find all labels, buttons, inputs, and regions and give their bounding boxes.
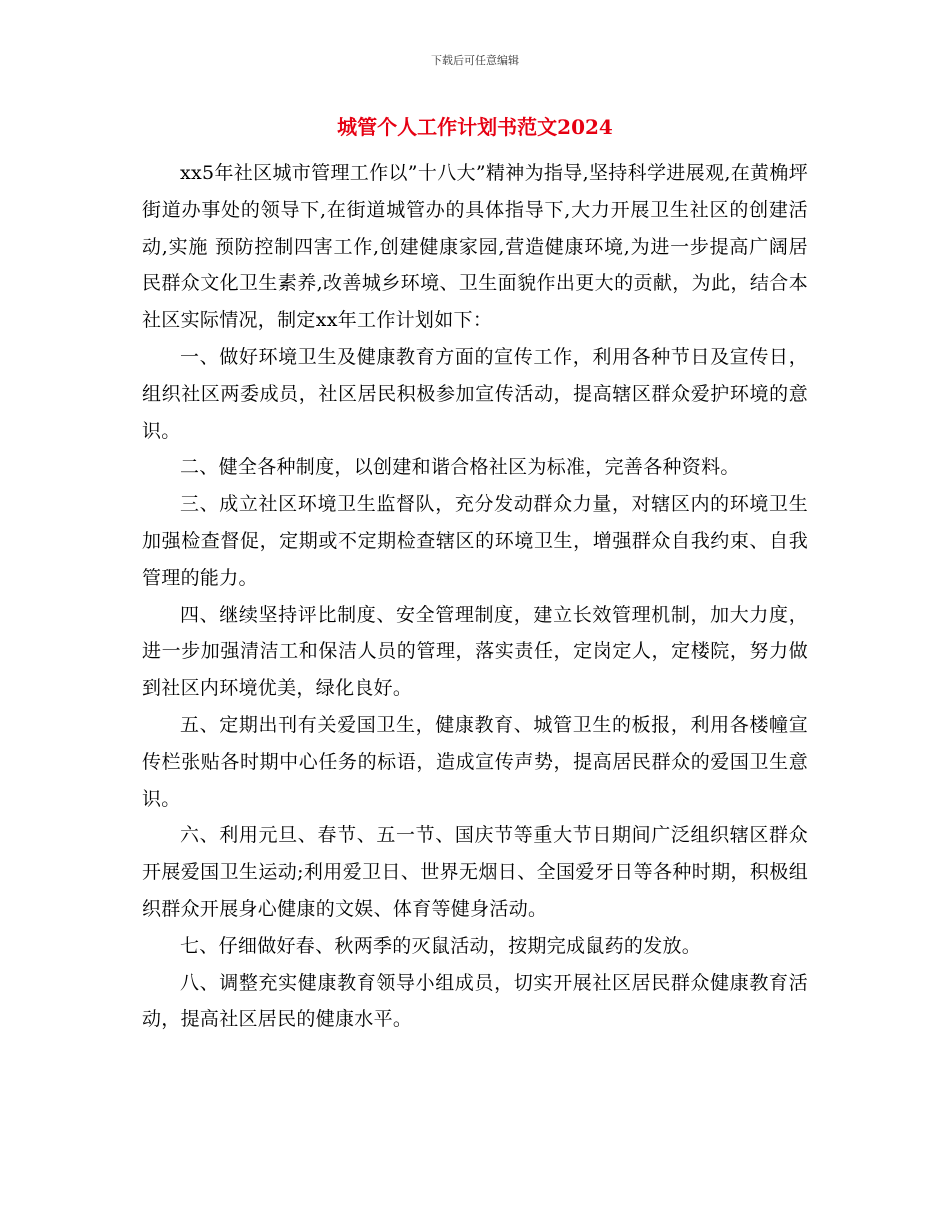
paragraph-item-3: 三、成立社区环境卫生监督队，充分发动群众力量，对辖区内的环境卫生加强检查督促，定期或不定期检查辖区的环境卫生，增强群众自我约束、自我管理的能力。 — [142, 493, 808, 589]
paragraph-item-5: 五、定期出刊有关爱国卫生，健康教育、城管卫生的板报，利用各楼幢宣传栏张贴各时期中心任务的标语，造成宣传声势，提高居民群众的爱国卫生意识。 — [142, 713, 808, 810]
paragraph-item-7: 七、仔细做好春、秋两季的灭鼠活动，按期完成鼠药的发放。 — [180, 934, 702, 957]
paragraph-item-6: 六、利用元旦、春节、五一节、国庆节等重大节日期间广泛组织辖区群众开展爱国卫生运动;利用爱卫日、世界无烟日、全国爱牙日等各种时期，积极组织群众开展身心健康的文娱、体育等健身活动。 — [142, 824, 808, 920]
paragraph-item-1: 一、做好环境卫生及健康教育方面的宣传工作，利用各种节日及宣传日，组织社区两委成员，社区居民积极参加宣传活动，提高辖区群众爱护环境的意识。 — [142, 345, 808, 442]
document-title: 城管个人工作计划书范文2024 — [337, 115, 613, 139]
paragraph-item-8: 八、调整充实健康教育领导小组成员，切实开展社区居民群众健康教育活动，提高社区居民的健康水平。 — [142, 971, 808, 1031]
paragraph-intro: xx5年社区城市管理工作以”十八大”精神为指导,坚持科学进展观,在黄桷坪街道办事处的领导下,在街道城管办的具体指导下,大力开展卫生社区的创建活动,实施 预防控制四害工作,创建健康家园,营造健康环境,为进一步提高广阔居民群众文化卫生素养,改善城乡环境、卫生面貌作出更大的贡献，为此，结合本社区实际情况，制定xx年工作计划如下： — [142, 162, 808, 332]
paragraph-item-4: 四、继续坚持评比制度、安全管理制度，建立长效管理机制，加大力度，进一步加强清洁工和保洁人员的管理，落实责任，定岗定人，定楼院，努力做到社区内环境优美，绿化良好。 — [142, 603, 808, 700]
document-body — [142, 155, 808, 1038]
page-header-note: 下载后可任意编辑 — [431, 54, 519, 67]
paragraph-item-2: 二、健全各种制度，以创建和谐合格社区为标准，完善各种资料。 — [180, 456, 740, 479]
